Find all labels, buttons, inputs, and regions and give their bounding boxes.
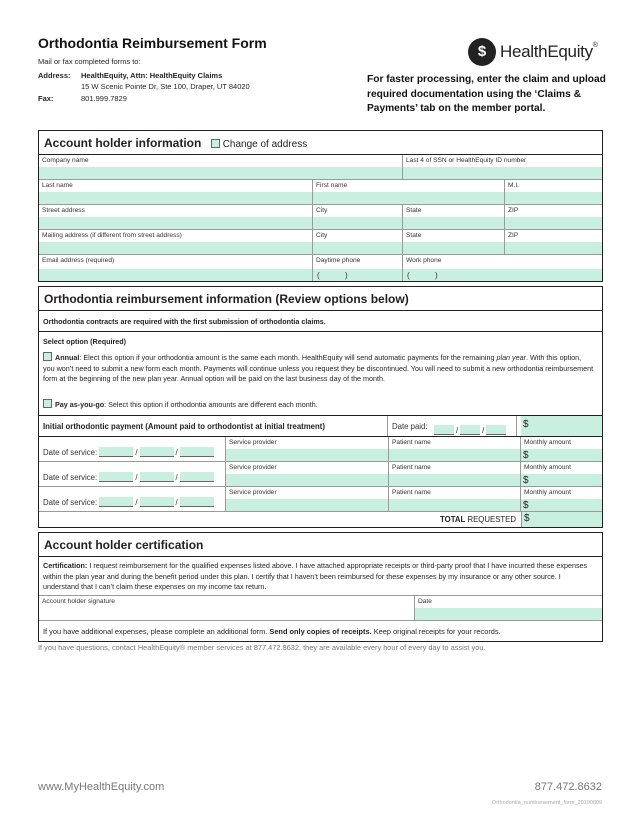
monthly-amount-label-1: Monthly amount [524,439,571,446]
dos-2-slash-1: / [135,473,138,482]
annual-text-2: . With this option, you won’t need to submit a new form each month. Payments will continue unless you request they be discontinued. You will need to submit a new orthodontia reimbursement form at the beginning of the new plan year. Annual option will be paid on the last business day of the month. [43,353,594,383]
address-label: Address: [38,71,71,80]
date-paid-label: Date paid: [392,422,428,431]
initial-amount-dollar: $ [523,419,529,430]
initial-payment-row [39,415,602,437]
payg-option[interactable] [43,399,594,411]
logo-wordmark: HealthEquity® [500,42,598,61]
date-of-service-label-3: Date of service: [43,498,98,507]
email-label: Email address (required) [42,257,115,264]
monthly-amount-dollar-1: $ [523,450,529,461]
total-amount-dollar: $ [524,513,530,524]
contact-note: If you have questions, contact HealthEquity® member services at 877.472.8632, they are available every hour of every day to assist you. [38,643,486,652]
service-row-3 [39,487,602,512]
mailing-city-label: City [316,232,328,239]
certification-heading: Account holder certification [39,533,602,557]
date-paid-day-input[interactable] [460,425,480,435]
street-address-field[interactable] [39,205,313,230]
patient-name-label-1: Patient name [392,439,431,446]
ssn-field[interactable] [403,155,602,180]
service-provider-label-3: Service provider [229,489,277,496]
annual-option[interactable] [43,352,594,385]
zip-field[interactable] [505,205,602,230]
daytime-phone-field[interactable] [313,255,403,281]
payg-checkbox[interactable] [43,399,52,408]
street-address-input[interactable] [39,217,312,229]
mailing-zip-field[interactable] [505,230,602,255]
patient-name-field-2[interactable] [389,462,521,486]
annual-text-1: : Elect this option if your orthodontia amount is the same each month. HealthEquity will send automatic payments for the remaining [79,353,495,362]
service-provider-input-3[interactable] [226,499,388,511]
annual-label: Annual [55,353,80,362]
additional-expenses-note: If you have additional expenses, please complete an additional form. Send only copies of receipts. Keep original receipts for your records. [43,627,501,636]
patient-name-field-1[interactable] [389,437,521,461]
date-paid-month-input[interactable] [434,425,454,435]
ssn-label: Last 4 of SSN or HealthEquity ID number [406,157,527,164]
date-of-service-label-1: Date of service: [43,448,98,457]
account-holder-title: Account holder information [44,136,202,150]
dos-1-month-input[interactable] [99,447,133,457]
patient-name-input-1[interactable] [389,449,520,461]
work-phone-label: Work phone [406,257,442,264]
patient-name-input-3[interactable] [389,499,520,511]
ortho-heading: Orthodontia reimbursement information (Review options below) [39,287,602,311]
footer-form-code: Orthodontia_reimbursement_form_20190809 [491,800,602,806]
patient-name-label-2: Patient name [392,464,431,471]
first-name-label: First name [316,182,348,189]
service-provider-input-2[interactable] [226,474,388,486]
dos-2-slash-2: / [175,473,178,482]
service-provider-label-1: Service provider [229,439,277,446]
change-of-address-option[interactable] [211,139,308,150]
mailing-address-field[interactable] [39,230,313,255]
date-paid-slash-1: / [456,426,459,435]
service-row-1 [39,437,602,462]
state-field[interactable] [403,205,505,230]
mailing-state-label: State [406,232,422,239]
monthly-amount-dollar-2: $ [523,475,529,486]
date-paid-slash-2: / [482,426,485,435]
initial-payment-label: Initial orthodontic payment (Amount paid to orthodontist at initial treatment) [43,422,325,431]
email-input[interactable] [39,269,312,281]
initial-amount-field[interactable] [521,416,602,436]
annual-plan-year: plan year [496,353,527,362]
zip-label: ZIP [508,207,519,214]
certification-text: Certification: I request reimbursement for the qualified expenses listed above. I have attached appropriate receipts or third-party proof that I have incurred these expenses within the plan year and during the benefit period under this plan. I certify that I haven’t been reimbursed for these expenses by my insurance or any other source. I understand that I can’t claim these expenses on my income tax return. [43,561,588,591]
zip-input[interactable] [505,217,602,229]
monthly-amount-field-3[interactable] [521,487,602,511]
dos-3-day-input[interactable] [140,497,174,507]
dos-1-slash-2: / [175,448,178,457]
dos-1-day-input[interactable] [140,447,174,457]
dos-3-slash-2: / [175,498,178,507]
dos-2-month-input[interactable] [99,472,133,482]
ssn-input[interactable] [403,167,602,179]
daytime-phone-open-paren: ( [317,271,320,280]
monthly-amount-label-2: Monthly amount [524,464,571,471]
date-of-service-3[interactable] [43,497,214,507]
mi-input[interactable] [505,192,602,204]
state-input[interactable] [403,217,504,229]
mailing-city-field[interactable] [313,230,403,255]
cert-date-field[interactable] [415,595,602,621]
mailing-address-input[interactable] [39,242,312,254]
mailing-zip-input[interactable] [505,242,602,254]
cert-date-input[interactable] [415,608,602,620]
total-amount-field[interactable] [521,512,602,527]
dos-3-month-input[interactable] [99,497,133,507]
address-line2: 15 W Scenic Pointe Dr, Ste 100, Draper, UT 84020 [81,82,250,91]
mail-intro: Mail or fax completed forms to: [38,57,141,66]
work-phone-input[interactable] [403,269,602,281]
ortho-section [38,286,603,528]
footer-url[interactable]: www.MyHealthEquity.com [38,781,165,793]
contracts-note: Orthodontia contracts are required with the first submission of orthodontia claims. [39,311,602,332]
footer-phone: 877.472.8632 [534,781,602,793]
first-name-input[interactable] [313,192,504,204]
dos-2-year-input[interactable] [180,472,214,482]
service-provider-field-2[interactable] [225,462,389,486]
date-of-service-2[interactable] [43,472,214,482]
annual-checkbox[interactable] [43,352,52,361]
mailing-address-label: Mailing address (if different from street address) [42,232,182,239]
date-of-service-1[interactable] [43,447,214,457]
payg-text: : Select this option if orthodontia amounts are different each month. [104,400,318,409]
dos-1-slash-1: / [135,448,138,457]
patient-name-input-2[interactable] [389,474,520,486]
company-name-field[interactable] [39,155,403,180]
dollar-logo-icon: $ [468,38,496,66]
last-name-label: Last name [42,182,73,189]
daytime-phone-close-paren: ) [345,271,348,280]
account-holder-section [38,130,603,282]
patient-name-field-3[interactable] [389,487,521,511]
address-line1: HealthEquity, Attn: HealthEquity Claims [81,71,223,80]
monthly-amount-dollar-3: $ [523,500,529,511]
mailing-zip-label: ZIP [508,232,519,239]
account-holder-heading [39,131,602,155]
service-provider-label-2: Service provider [229,464,277,471]
monthly-amount-label-3: Monthly amount [524,489,571,496]
state-label: State [406,207,422,214]
company-name-label: Company name [42,157,89,164]
city-input[interactable] [313,217,402,229]
monthly-amount-input-1[interactable] [521,449,602,461]
dos-3-slash-1: / [135,498,138,507]
service-provider-input-1[interactable] [226,449,388,461]
select-option-label: Select option (Required) [43,337,127,346]
dos-1-year-input[interactable] [180,447,214,457]
date-paid-year-input[interactable] [486,425,506,435]
last-name-field[interactable] [39,180,313,205]
mi-label: M.I. [508,182,519,189]
date-paid-field[interactable] [387,416,517,436]
total-requested-label: TOTAL REQUESTED [440,515,516,524]
certification-section [38,532,603,642]
daytime-phone-input[interactable] [313,269,402,281]
fax-label: Fax: [38,94,54,103]
faster-processing-note: For faster processing, enter the claim and upload required documentation using the ‘Claims & Payments’ tab on the member portal. [367,74,606,114]
city-field[interactable] [313,205,403,230]
work-phone-close-paren: ) [435,271,438,280]
fax-number: 801.999.7829 [81,94,127,103]
monthly-amount-input-3[interactable] [521,499,602,511]
healthequity-logo [468,38,608,66]
change-of-address-label: Change of address [222,139,308,150]
cert-date-label: Date [418,598,432,605]
date-paid-inputs[interactable] [434,420,506,438]
company-name-input[interactable] [39,167,402,179]
mi-field[interactable] [505,180,602,205]
monthly-amount-field-1[interactable] [521,437,602,461]
last-name-input[interactable] [39,192,312,204]
dos-3-year-input[interactable] [180,497,214,507]
service-provider-field-3[interactable] [225,487,389,511]
service-provider-field-1[interactable] [225,437,389,461]
patient-name-label-3: Patient name [392,489,431,496]
date-of-service-label-2: Date of service: [43,473,98,482]
mailing-state-input[interactable] [403,242,504,254]
street-address-label: Street address [42,207,85,214]
change-of-address-checkbox[interactable] [211,139,220,148]
first-name-field[interactable] [313,180,505,205]
work-phone-open-paren: ( [407,271,410,280]
work-phone-field[interactable] [403,255,602,281]
daytime-phone-label: Daytime phone [316,257,361,264]
city-label: City [316,207,328,214]
monthly-amount-field-2[interactable] [521,462,602,486]
service-row-2 [39,462,602,487]
signature-label: Account holder signature [42,598,115,605]
mailing-city-input[interactable] [313,242,402,254]
monthly-amount-input-2[interactable] [521,474,602,486]
mailing-state-field[interactable] [403,230,505,255]
payg-label: Pay as-you-go [55,400,105,409]
email-field[interactable] [39,255,313,281]
form-title: Orthodontia Reimbursement Form [38,35,267,51]
signature-field[interactable] [39,595,415,621]
total-row [39,512,602,527]
dos-2-day-input[interactable] [140,472,174,482]
